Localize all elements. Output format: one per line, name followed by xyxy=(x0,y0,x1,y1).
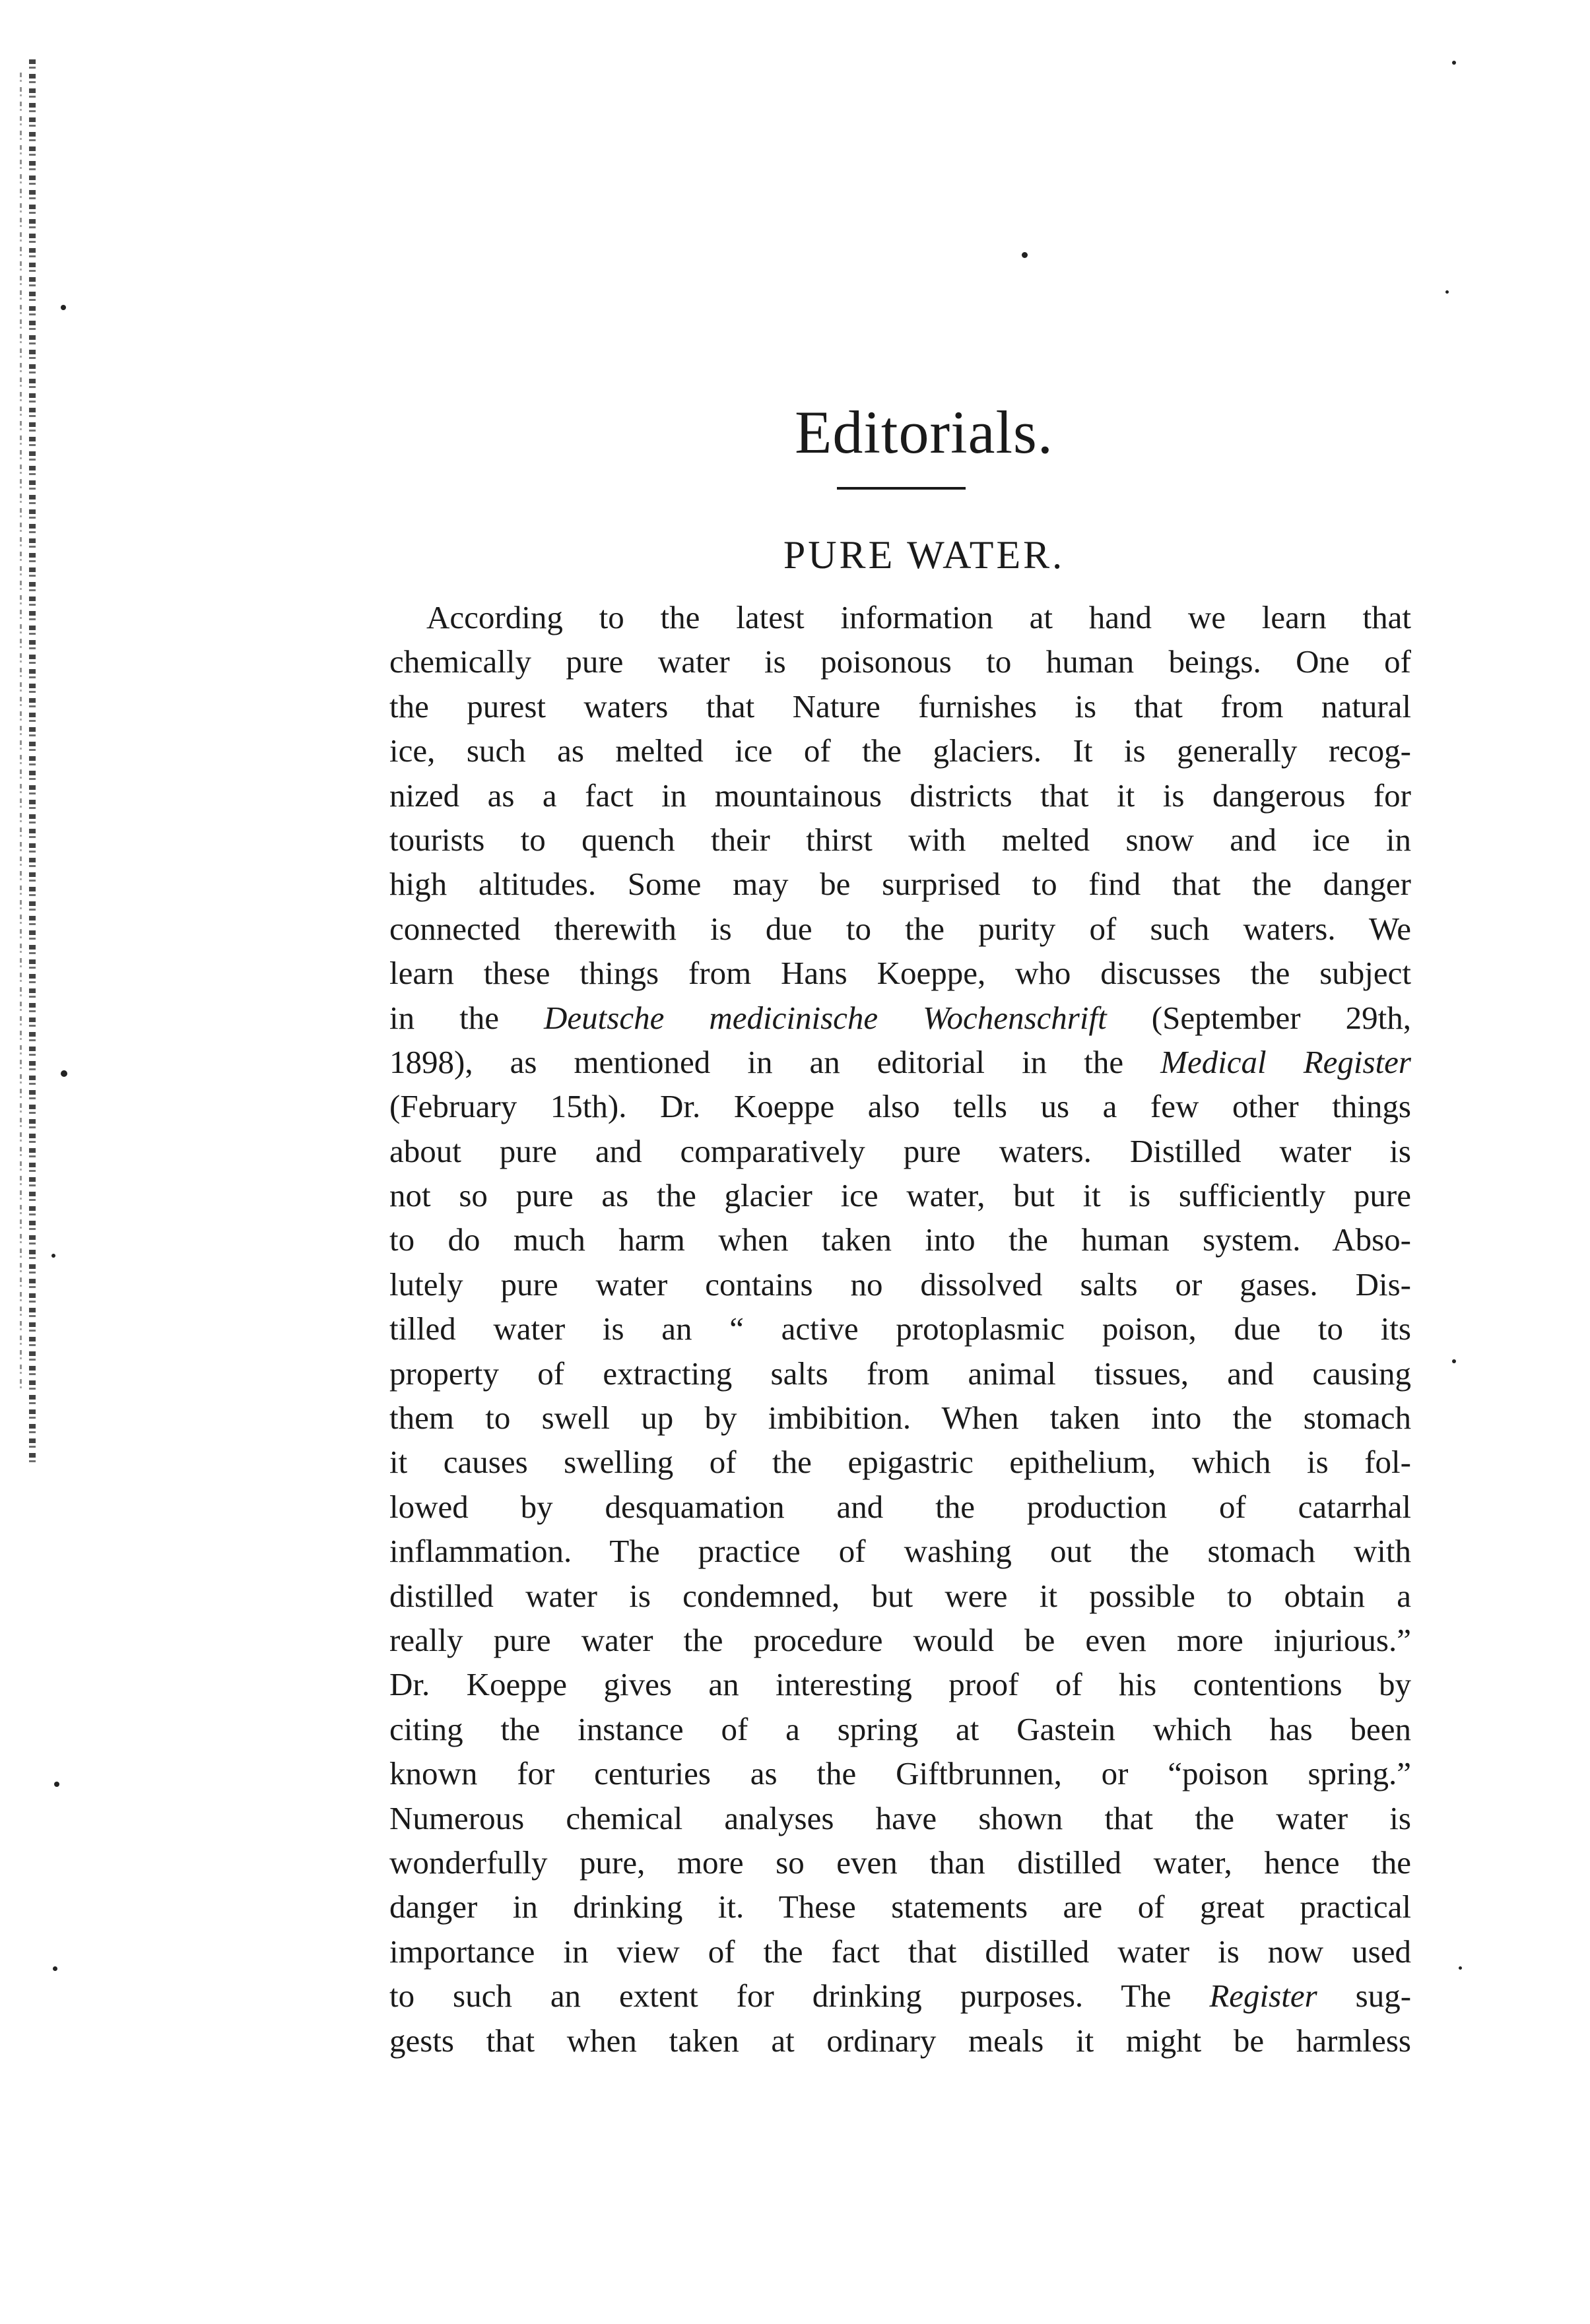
text-line: ice, such as melted ice of the glaciers. It is generally recog- xyxy=(389,732,1411,769)
text-line: citing the instance of a spring at Gastein which has been xyxy=(389,1710,1411,1747)
journal-title: Medical Register xyxy=(1160,1043,1411,1080)
article-title: PURE WATER. xyxy=(783,533,1065,577)
text-line: them to swell up by imbibition. When taken into the stomach xyxy=(389,1400,1411,1436)
text-line xyxy=(389,1974,1411,2018)
text-line: chemically pure water is poisonous to human beings. One of xyxy=(389,643,1411,680)
text-line: gests that when taken at ordinary meals it might be harmless xyxy=(389,2022,1411,2059)
text-line: wonderfully pure, more so even than distilled water, hence the xyxy=(389,1844,1411,1881)
scan-speck xyxy=(61,305,66,310)
text-line: high altitudes. Some may be surprised to find that the danger xyxy=(389,866,1411,903)
journal-title: Deutsche medicinische Wochenschrift xyxy=(544,999,1107,1036)
text-line: (February 15th). Dr. Koeppe also tells us a few other things xyxy=(389,1088,1411,1125)
text-line: According to the latest information at hand we learn that xyxy=(426,599,1411,635)
title-rule xyxy=(837,487,966,490)
article-body xyxy=(389,595,1411,2063)
text-line: inflammation. The practice of washing out the stomach with xyxy=(389,1533,1411,1570)
text-line: learn these things from Hans Koeppe, who discusses the subject xyxy=(389,955,1411,992)
text-line: tilled water is an “ active protoplasmic poison, due to its xyxy=(389,1310,1411,1347)
scan-speck xyxy=(54,1782,59,1787)
text-line: Dr. Koeppe gives an interesting proof of his contentions by xyxy=(389,1666,1411,1703)
scan-speck xyxy=(1452,61,1456,65)
text-line: importance in view of the fact that distilled water is now used xyxy=(389,1933,1411,1970)
text-line: about pure and comparatively pure waters. Distilled water is xyxy=(389,1132,1411,1169)
scan-speck xyxy=(61,1070,67,1077)
text-line: known for centuries as the Giftbrunnen, or “poison spring.” xyxy=(389,1755,1411,1792)
text-line: distilled water is condemned, but were it possible to obtain a xyxy=(389,1577,1411,1614)
text-line: not so pure as the glacier ice water, but it is sufficiently pure xyxy=(389,1177,1411,1214)
text-line: tourists to quench their thirst with melted snow and ice in xyxy=(389,821,1411,858)
text-line: it causes swelling of the epigastric epithelium, which is fol- xyxy=(389,1444,1411,1481)
text-segment: 1898), as mentioned in an editorial in the xyxy=(389,1043,1124,1080)
scan-speck xyxy=(53,1966,57,1971)
text-line: to do much harm when taken into the human system. Abso- xyxy=(389,1221,1411,1258)
text-line: property of extracting salts from animal tissues, and causing xyxy=(389,1355,1411,1392)
text-line: connected therewith is due to the purity of such waters. We xyxy=(389,910,1411,947)
journal-title: Register xyxy=(1209,1978,1317,2015)
text-segment: to such an extent for drinking purposes. The xyxy=(389,1978,1172,2015)
binding-gutter-edge xyxy=(20,73,22,1392)
scan-speck xyxy=(1459,1966,1462,1970)
text-line: lowed by desquamation and the production of catarrhal xyxy=(389,1488,1411,1525)
text-line: danger in drinking it. These statements are of great practical xyxy=(389,1888,1411,1925)
text-line xyxy=(389,1040,1411,1084)
text-segment: (September 29th, xyxy=(1151,999,1412,1036)
text-line: nized as a fact in mountainous districts that it is dangerous for xyxy=(389,777,1411,814)
binding-gutter xyxy=(29,59,36,1465)
section-title: Editorials. xyxy=(795,399,1053,466)
text-segment: sug- xyxy=(1355,1978,1412,2015)
text-segment: in the xyxy=(389,999,499,1036)
scan-speck xyxy=(1452,1359,1456,1363)
scan-speck xyxy=(1022,252,1028,258)
text-line: lutely pure water contains no dissolved salts or gases. Dis- xyxy=(389,1266,1411,1303)
text-line: Numerous chemical analyses have shown that the water is xyxy=(389,1799,1411,1836)
text-line: really pure water the procedure would be even more injurious.” xyxy=(389,1621,1411,1658)
scan-speck xyxy=(51,1254,55,1258)
scan-speck xyxy=(1445,290,1449,294)
text-line xyxy=(389,996,1411,1040)
text-line: the purest waters that Nature furnishes is that from natural xyxy=(389,688,1411,725)
